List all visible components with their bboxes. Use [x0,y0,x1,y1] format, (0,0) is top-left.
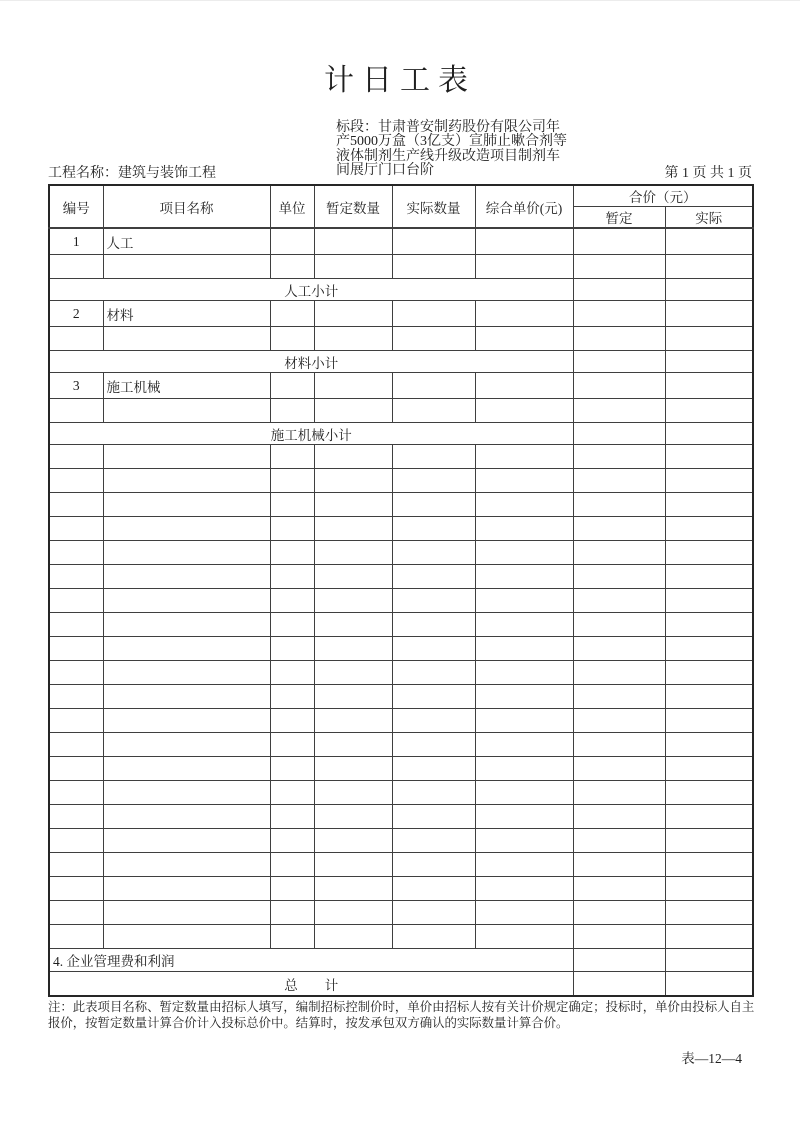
table-row-blank [49,805,753,829]
cell-total-actual [665,589,753,613]
table-row-blank [49,781,753,805]
cell-unit [270,925,314,949]
cell-total-provisional [573,709,665,733]
cell-total-provisional [573,685,665,709]
table-row-subtotal [49,423,753,445]
cell-item-name: 施工机械 [103,373,270,399]
cell-actual-qty [392,255,475,279]
cell-unit [270,565,314,589]
table-row-blank [49,493,753,517]
cell-provisional-qty [314,493,392,517]
cell-unit-price [475,781,573,805]
cell-total-provisional [573,901,665,925]
cell-provisional-qty [314,781,392,805]
cell-unit-price [475,565,573,589]
table-row-blank [49,469,753,493]
cell-total-actual [665,228,753,255]
cell-total-actual [665,853,753,877]
cell-actual-qty [392,685,475,709]
table-row-blank [49,541,753,565]
table-row-blank [49,733,753,757]
cell-total-provisional [573,925,665,949]
cell-total-provisional [573,228,665,255]
table-row-blank [49,327,753,351]
cell-actual-qty [392,901,475,925]
cell-item-name: 人工 [103,228,270,255]
cell-no [49,469,103,493]
cell-actual-qty [392,877,475,901]
cell-item-name [103,757,270,781]
table-row-blank [49,445,753,469]
cell-provisional-qty [314,709,392,733]
cell-subtotal-label: 材料小计 [49,351,573,373]
cell-unit-price [475,228,573,255]
header-total-price: 合价（元） [573,185,753,207]
cell-provisional-qty [314,445,392,469]
table-row-item [49,301,753,327]
cell-no [49,565,103,589]
cell-item-name [103,541,270,565]
cell-unit-price [475,255,573,279]
cell-unit-price [475,493,573,517]
cell-total-actual [665,255,753,279]
cell-item-name [103,805,270,829]
cell-actual-qty [392,301,475,327]
cell-unit [270,469,314,493]
cell-item-name [103,781,270,805]
cell-item-name [103,877,270,901]
cell-actual-qty [392,637,475,661]
cell-no [49,757,103,781]
cell-total-actual [665,423,753,445]
cell-unit [270,685,314,709]
cell-total-provisional [573,423,665,445]
cell-no [49,685,103,709]
cell-total-provisional [573,541,665,565]
header-item-name: 项目名称 [103,185,270,228]
cell-total-provisional [573,589,665,613]
cell-actual-qty [392,661,475,685]
cell-unit-price [475,661,573,685]
cell-total-provisional [573,351,665,373]
cell-provisional-qty [314,517,392,541]
cell-item-name [103,399,270,423]
cell-total-provisional [573,301,665,327]
table-row-blank [49,829,753,853]
cell-total-actual [665,829,753,853]
cell-total-actual [665,661,753,685]
cell-total-provisional [573,661,665,685]
cell-actual-qty [392,493,475,517]
cell-provisional-qty [314,541,392,565]
cell-total-provisional [573,469,665,493]
cell-no [49,589,103,613]
cell-unit [270,805,314,829]
cell-no [49,829,103,853]
cell-unit [270,301,314,327]
cell-actual-qty [392,925,475,949]
cell-total-actual [665,709,753,733]
cell-unit-price [475,805,573,829]
cell-provisional-qty [314,853,392,877]
cell-unit-price [475,637,573,661]
cell-unit [270,613,314,637]
cell-item-name [103,925,270,949]
cell-total-provisional [573,493,665,517]
cell-total-actual [665,301,753,327]
cell-unit-price [475,541,573,565]
cell-actual-qty [392,757,475,781]
cell-total-provisional [573,517,665,541]
header-unit-price: 综合单价(元) [475,185,573,228]
cell-unit [270,517,314,541]
cell-actual-qty [392,613,475,637]
cell-total-provisional [573,399,665,423]
cell-provisional-qty [314,228,392,255]
cell-unit-price [475,685,573,709]
table-row-blank [49,757,753,781]
table-row-blank [49,613,753,637]
cell-unit [270,781,314,805]
cell-total-actual [665,327,753,351]
table-row-subtotal [49,279,753,301]
bid-section-label: 标段：甘肃普安制药股份有限公司年产5000万盒（3亿支）宣肺止嗽合剂等液体制剂生产线升级改造项目制剂车间展厅门口台阶 [336,120,567,179]
cell-unit [270,661,314,685]
cell-no [49,901,103,925]
cell-actual-qty [392,709,475,733]
cell-total-provisional [573,613,665,637]
cell-no [49,541,103,565]
cell-total-provisional [573,972,665,997]
cell-no: 3 [49,373,103,399]
cell-total-actual [665,637,753,661]
cell-provisional-qty [314,901,392,925]
cell-item-name [103,733,270,757]
cell-no [49,445,103,469]
cell-unit-price [475,901,573,925]
cell-total-provisional [573,781,665,805]
cell-unit [270,589,314,613]
cell-item-name [103,829,270,853]
cell-provisional-qty [314,757,392,781]
cell-no [49,925,103,949]
table-row-item [49,373,753,399]
cell-total-provisional [573,877,665,901]
cell-total-provisional [573,327,665,351]
table-row-blank [49,399,753,423]
table-row-blank [49,565,753,589]
cell-unit-price [475,517,573,541]
cell-unit [270,853,314,877]
cell-no [49,733,103,757]
cell-total-actual [665,493,753,517]
cell-total-actual [665,517,753,541]
cell-total-provisional [573,733,665,757]
table-row-blank [49,255,753,279]
table-row-blank [49,877,753,901]
cell-total-provisional [573,829,665,853]
cell-provisional-qty [314,373,392,399]
cell-unit [270,757,314,781]
cell-total-provisional [573,373,665,399]
cell-provisional-qty [314,399,392,423]
cell-provisional-qty [314,637,392,661]
cell-item-name [103,901,270,925]
cell-total-actual [665,757,753,781]
cell-unit-price [475,757,573,781]
table-row-blank [49,685,753,709]
cell-no [49,877,103,901]
cell-unit-price [475,445,573,469]
cell-item-name [103,637,270,661]
note-text: 注：此表项目名称、暂定数量由招标人填写，编制招标控制价时，单价由招标人按有关计价规定确定；投标时，单价由投标人自主报价，按暂定数量计算合价计入投标总价中。结算时，按发承包双方确认的实际数量计算合价。 [48,1000,755,1030]
cell-unit-price [475,733,573,757]
cell-no [49,709,103,733]
cell-no [49,853,103,877]
cell-no: 1 [49,228,103,255]
table-row-blank [49,637,753,661]
cell-actual-qty [392,517,475,541]
cell-item-name [103,613,270,637]
cell-total-provisional [573,853,665,877]
cell-item-name [103,327,270,351]
table-header-row-1 [49,185,753,207]
cell-total-actual [665,279,753,301]
cell-unit [270,637,314,661]
cell-no [49,493,103,517]
cell-actual-qty [392,541,475,565]
cell-item-name [103,565,270,589]
table-row-management [49,949,753,972]
cell-actual-qty [392,589,475,613]
cell-no [49,255,103,279]
table-header [49,185,753,228]
cell-total-actual [665,445,753,469]
table-row-total [49,972,753,997]
cell-provisional-qty [314,733,392,757]
table-row-blank [49,517,753,541]
table-row-blank [49,709,753,733]
project-name-label: 工程名称：建筑与装饰工程 [48,166,216,181]
cell-provisional-qty [314,685,392,709]
cell-total-actual [665,399,753,423]
cell-unit [270,877,314,901]
cell-item-name [103,853,270,877]
cell-provisional-qty [314,301,392,327]
cell-unit [270,541,314,565]
cell-total-label: 总 计 [49,972,573,997]
header-unit: 单位 [270,185,314,228]
cell-unit [270,445,314,469]
cell-actual-qty [392,445,475,469]
cell-provisional-qty [314,805,392,829]
table-row-blank [49,925,753,949]
cell-total-provisional [573,279,665,301]
cell-provisional-qty [314,925,392,949]
cell-total-actual [665,613,753,637]
cell-unit [270,327,314,351]
cell-provisional-qty [314,829,392,853]
form-number: 表—12—4 [681,1051,742,1066]
cell-actual-qty [392,228,475,255]
cell-item-name [103,255,270,279]
page-indicator: 第 1 页 共 1 页 [664,166,752,181]
cell-actual-qty [392,733,475,757]
cell-no [49,637,103,661]
cell-unit [270,901,314,925]
cell-actual-qty [392,829,475,853]
cell-unit-price [475,925,573,949]
cell-actual-qty [392,565,475,589]
cell-total-actual [665,541,753,565]
cell-management-label: 4. 企业管理费和利润 [49,949,573,972]
cell-unit-price [475,589,573,613]
cell-unit-price [475,373,573,399]
cell-total-actual [665,469,753,493]
cell-unit [270,399,314,423]
cell-total-actual [665,685,753,709]
cell-unit-price [475,327,573,351]
cell-item-name [103,661,270,685]
header-total-actual: 实际 [665,207,753,229]
cell-actual-qty [392,327,475,351]
cell-unit [270,733,314,757]
cell-unit-price [475,613,573,637]
cell-actual-qty [392,469,475,493]
cell-provisional-qty [314,589,392,613]
document-title: 计日工表 [324,64,476,97]
cell-total-actual [665,972,753,997]
cell-no [49,781,103,805]
cell-unit [270,709,314,733]
cell-provisional-qty [314,327,392,351]
daywork-table [48,184,754,997]
cell-total-provisional [573,805,665,829]
cell-total-provisional [573,949,665,972]
table-row-subtotal [49,351,753,373]
cell-subtotal-label: 施工机械小计 [49,423,573,445]
cell-total-provisional [573,445,665,469]
table-row-blank [49,853,753,877]
daywork-table-body [49,228,753,996]
cell-item-name [103,469,270,493]
cell-actual-qty [392,781,475,805]
cell-item-name: 材料 [103,301,270,327]
cell-total-actual [665,805,753,829]
cell-total-actual [665,733,753,757]
cell-unit [270,373,314,399]
cell-subtotal-label: 人工小计 [49,279,573,301]
cell-total-provisional [573,255,665,279]
cell-no [49,805,103,829]
cell-item-name [103,685,270,709]
table-row-blank [49,901,753,925]
cell-provisional-qty [314,255,392,279]
cell-item-name [103,709,270,733]
cell-total-actual [665,925,753,949]
cell-unit-price [475,853,573,877]
cell-unit-price [475,877,573,901]
cell-no [49,613,103,637]
cell-provisional-qty [314,613,392,637]
cell-total-actual [665,565,753,589]
cell-total-actual [665,351,753,373]
cell-unit-price [475,301,573,327]
cell-total-actual [665,901,753,925]
cell-total-provisional [573,565,665,589]
cell-provisional-qty [314,661,392,685]
table-row-item [49,228,753,255]
cell-unit [270,228,314,255]
cell-total-actual [665,373,753,399]
cell-actual-qty [392,373,475,399]
cell-actual-qty [392,805,475,829]
cell-no: 2 [49,301,103,327]
cell-no [49,327,103,351]
header-total-provisional: 暂定 [573,207,665,229]
cell-total-actual [665,949,753,972]
cell-item-name [103,493,270,517]
cell-no [49,517,103,541]
cell-unit-price [475,829,573,853]
cell-item-name [103,589,270,613]
cell-no [49,661,103,685]
cell-item-name [103,517,270,541]
cell-unit-price [475,469,573,493]
cell-unit [270,829,314,853]
cell-unit-price [475,399,573,423]
cell-unit-price [475,709,573,733]
cell-total-provisional [573,757,665,781]
cell-total-provisional [573,637,665,661]
cell-unit [270,255,314,279]
cell-actual-qty [392,399,475,423]
cell-provisional-qty [314,565,392,589]
cell-provisional-qty [314,877,392,901]
cell-total-actual [665,877,753,901]
cell-actual-qty [392,853,475,877]
table-row-blank [49,661,753,685]
cell-no [49,399,103,423]
header-no: 编号 [49,185,103,228]
cell-provisional-qty [314,469,392,493]
header-actual-qty: 实际数量 [392,185,475,228]
cell-total-actual [665,781,753,805]
cell-item-name [103,445,270,469]
cell-unit [270,493,314,517]
table-row-blank [49,589,753,613]
header-provisional-qty: 暂定数量 [314,185,392,228]
